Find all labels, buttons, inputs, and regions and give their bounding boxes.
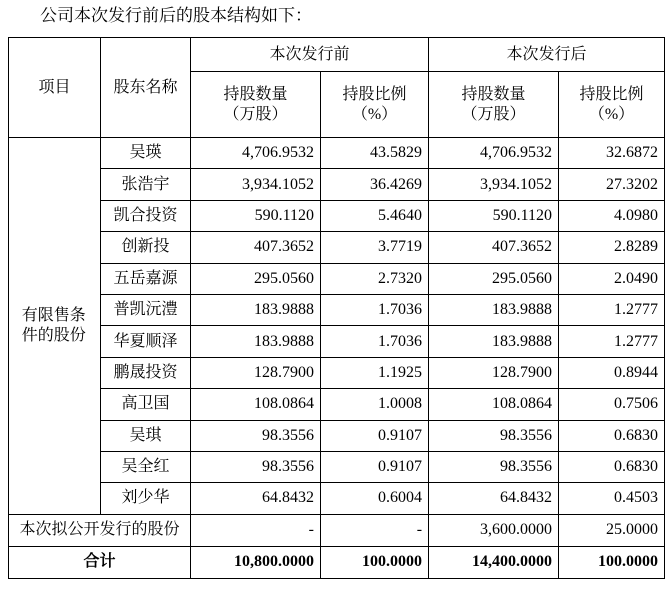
header-ratio-unit: （%） (351, 105, 398, 123)
table-row (9, 420, 665, 451)
table-row (9, 389, 665, 420)
total-row (9, 546, 665, 578)
table-row (9, 232, 665, 263)
after-ratio: 1.2777 (559, 326, 665, 357)
before-shares: 98.3556 (191, 451, 321, 482)
before-shares: 183.9888 (191, 326, 321, 357)
table-row (9, 200, 665, 231)
after-ratio: 4.0980 (559, 200, 665, 231)
table-caption: 公司本次发行前后的股本结构如下： (40, 6, 312, 25)
after-shares: 98.3556 (429, 451, 559, 482)
after-ratio: 0.8944 (559, 357, 665, 388)
table-row (9, 326, 665, 357)
shareholder-name: 普凯沅澧 (101, 294, 191, 325)
table-row (9, 263, 665, 294)
after-shares: 98.3556 (429, 420, 559, 451)
public-offering-label: 本次拟公开发行的股份 (9, 514, 191, 546)
header-shares-unit: （万股） (223, 105, 288, 123)
after-shares: 590.1120 (429, 200, 559, 231)
after-ratio: 0.7506 (559, 389, 665, 420)
before-ratio: 3.7719 (321, 232, 429, 263)
table-row (9, 138, 665, 169)
before-ratio: 1.7036 (321, 326, 429, 357)
table-row (9, 169, 665, 200)
header-ratio-label: 持股比例 (342, 85, 407, 103)
before-shares: 3,934.1052 (191, 169, 321, 200)
header-item: 项目 (9, 38, 101, 138)
after-shares: 183.9888 (429, 294, 559, 325)
before-shares: 108.0864 (191, 389, 321, 420)
before-shares: 590.1120 (191, 200, 321, 231)
restricted-shares-label: 有限售条件的股份 (21, 306, 86, 344)
after-shares: 3,934.1052 (429, 169, 559, 200)
header-after-shares (429, 72, 559, 138)
after-ratio: 0.6830 (559, 420, 665, 451)
before-ratio: 2.7320 (321, 263, 429, 294)
header-row (9, 38, 665, 72)
shareholder-name: 吴瑛 (101, 138, 191, 169)
shareholder-name: 张浩宇 (101, 169, 191, 200)
table-row (9, 294, 665, 325)
header-shareholder-name: 股东名称 (101, 38, 191, 138)
after-shares: 64.8432 (429, 483, 559, 514)
shareholder-name: 华夏顺泽 (101, 326, 191, 357)
after-ratio: 2.0490 (559, 263, 665, 294)
restricted-shares-group-cell (9, 138, 101, 515)
share-structure-table-body (9, 38, 665, 579)
public-offering-row (9, 514, 665, 546)
after-ratio: 1.2777 (559, 294, 665, 325)
before-ratio: 0.9107 (321, 420, 429, 451)
before-shares: 128.7900 (191, 357, 321, 388)
total-before-ratio: 100.0000 (321, 546, 429, 578)
after-ratio: 2.8289 (559, 232, 665, 263)
before-ratio: 36.4269 (321, 169, 429, 200)
table-row (9, 451, 665, 482)
before-ratio: 0.9107 (321, 451, 429, 482)
before-shares: 64.8432 (191, 483, 321, 514)
shareholder-name: 创新投 (101, 232, 191, 263)
header-after-issuance: 本次发行后 (429, 38, 665, 72)
shareholder-name: 吴全红 (101, 451, 191, 482)
public-offering-before-shares: - (191, 514, 321, 546)
before-shares: 98.3556 (191, 420, 321, 451)
shareholder-name: 凯合投资 (101, 200, 191, 231)
total-after-ratio: 100.0000 (559, 546, 665, 578)
after-shares: 108.0864 (429, 389, 559, 420)
before-shares: 183.9888 (191, 294, 321, 325)
table-row (9, 357, 665, 388)
public-offering-after-ratio: 25.0000 (559, 514, 665, 546)
header-shares-label: 持股数量 (461, 85, 526, 103)
after-ratio: 0.4503 (559, 483, 665, 514)
total-before-shares: 10,800.0000 (191, 546, 321, 578)
before-ratio: 1.0008 (321, 389, 429, 420)
before-shares: 295.0560 (191, 263, 321, 294)
before-shares: 4,706.9532 (191, 138, 321, 169)
after-shares: 407.3652 (429, 232, 559, 263)
header-before-issuance: 本次发行前 (191, 38, 429, 72)
after-shares: 128.7900 (429, 357, 559, 388)
after-ratio: 0.6830 (559, 451, 665, 482)
before-ratio: 5.4640 (321, 200, 429, 231)
header-before-ratio (321, 72, 429, 138)
after-shares: 183.9888 (429, 326, 559, 357)
header-after-ratio (559, 72, 665, 138)
shareholder-name: 刘少华 (101, 483, 191, 514)
shareholder-name: 鹏晟投资 (101, 357, 191, 388)
public-offering-after-shares: 3,600.0000 (429, 514, 559, 546)
shareholder-name: 吴琪 (101, 420, 191, 451)
header-before-shares (191, 72, 321, 138)
before-ratio: 43.5829 (321, 138, 429, 169)
total-label: 合计 (9, 546, 191, 578)
public-offering-before-ratio: - (321, 514, 429, 546)
before-ratio: 1.1925 (321, 357, 429, 388)
shareholder-name: 五岳嘉源 (101, 263, 191, 294)
table-row (9, 483, 665, 514)
share-structure-table (8, 37, 665, 579)
header-shares-label: 持股数量 (223, 85, 288, 103)
before-ratio: 1.7036 (321, 294, 429, 325)
after-ratio: 27.3202 (559, 169, 665, 200)
total-after-shares: 14,400.0000 (429, 546, 559, 578)
before-ratio: 0.6004 (321, 483, 429, 514)
header-ratio-label: 持股比例 (579, 85, 644, 103)
shareholder-name: 高卫国 (101, 389, 191, 420)
after-shares: 295.0560 (429, 263, 559, 294)
before-shares: 407.3652 (191, 232, 321, 263)
header-ratio-unit: （%） (588, 105, 635, 123)
after-shares: 4,706.9532 (429, 138, 559, 169)
after-ratio: 32.6872 (559, 138, 665, 169)
header-shares-unit: （万股） (461, 105, 526, 123)
